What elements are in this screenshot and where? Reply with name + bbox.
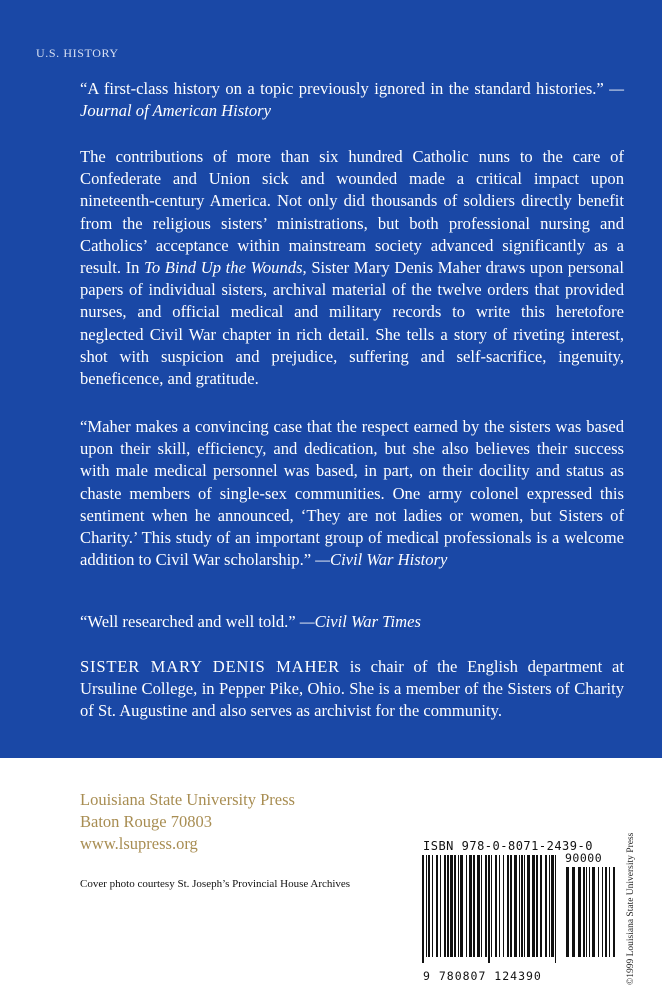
book-title: To Bind Up the Wounds,	[144, 258, 307, 278]
author-bio	[80, 656, 624, 723]
quote-text: “A first-class history on a topic previously ignored in the standard histories.”	[80, 79, 610, 98]
copyright-notice: ©1999 Louisiana State University Press	[626, 832, 636, 985]
author-name: SISTER MARY DENIS MAHER	[80, 657, 341, 676]
author-bio-text: is chair of the English department at Ursuline College, in Pepper Pike, Ohio. She is a member of the Sisters of Charity of St. Augustine and also serves as archivist for the community.	[80, 657, 624, 721]
quote-source: —Civil War History	[315, 550, 448, 570]
publisher-website[interactable]: www.lsupress.org	[80, 834, 198, 853]
quote-source: —Journal of American History	[80, 79, 624, 121]
barcode-addon-number: 90000	[565, 851, 603, 865]
barcode-graphic	[420, 855, 620, 967]
book-description	[80, 146, 624, 390]
barcode	[420, 855, 620, 967]
review-quote-3	[80, 611, 624, 633]
publisher-block	[80, 789, 295, 855]
review-quote-2	[80, 416, 624, 571]
description-part-1: The contributions of more than six hundred Catholic nuns to the care of Confederate and Union sick and wounded made a critical impact upon nineteenth-century America. Not only did thousands of soldiers directly benefit from the religious sisters’ ministrations, but both professional nursing and Catholics’ acceptance within mainstream society advanced significantly as a result. In	[80, 147, 624, 278]
publisher-name: Louisiana State University Press	[80, 790, 295, 809]
barcode-ean-number: 9 780807 124390	[423, 969, 542, 983]
quote-text: “Well researched and well told.”	[80, 612, 300, 631]
isbn-label: ISBN 978-0-8071-2439-0	[423, 839, 593, 853]
publisher-city: Baton Rouge 70803	[80, 812, 212, 831]
quote-source: —Civil War Times	[299, 612, 421, 631]
cover-photo-credit: Cover photo courtesy St. Joseph’s Provincial House Archives	[80, 878, 351, 890]
category-label: U.S. HISTORY	[36, 46, 119, 60]
description-part-2: Sister Mary Denis Maher draws upon personal papers of individual sisters, archival material of the twelve orders that provided nurses, and official medical and military records to write this heretofore neglected Civil War chapter in rich detail. She tells a story of riveting interest, shot with suspicion and prejudice, suffering and self-sacrifice, ingenuity, beneficence, and gratitude.	[80, 258, 624, 389]
quote-text: “Maher makes a convincing case that the respect earned by the sisters was based upon their skill, efficiency, and dedication, but she also believes their success with male medical personnel was based, in part, on their docility and status as chaste members of single-sex communities. One army colonel expressed this sentiment when he announced, ‘They are not ladies or women, but Sisters of Charity.’ This study of an important group of medical professionals is a welcome addition to Civil War scholarship.”	[80, 417, 624, 570]
review-quote-1	[80, 78, 624, 122]
